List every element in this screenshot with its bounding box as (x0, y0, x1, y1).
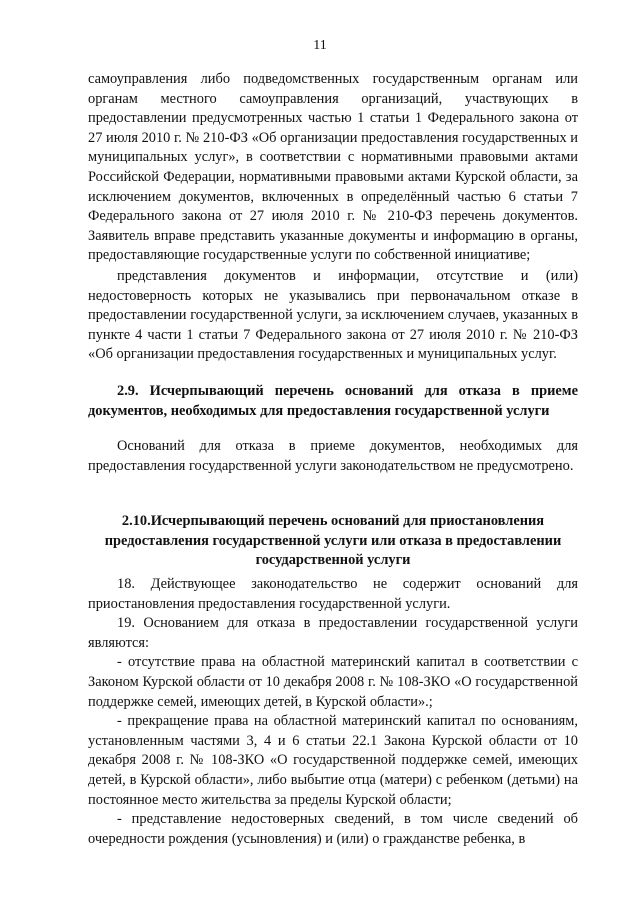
paragraph: Оснований для отказа в приеме документов, необходимых для предоставления государственной услуги законодательством не предусмотрено. (88, 438, 578, 474)
section-2-10-body (88, 575, 578, 849)
section-heading: 2.10.Исчерпывающий перечень оснований для приостановления предоставления государственной услуги или отказа в предоставлении государственной услуги (104, 513, 562, 569)
paragraph: самоуправления либо подведомственных государственным органам или органам местного самоуправления организаций, участвующих в предоставлении предусмотренных частью 1 статьи 1 Федерального закона от 27 июля 2010 г. № 210-ФЗ «Об организации предоставления государственных и муниципальных услуг», в соответствии с нормативными правовыми актами Российской Федерации, нормативными правовыми актами Курской области, за исключением документов, включенных в определённый частью 6 статьи 7 Федерального закона от 27 июля 2010 г. № 210-ФЗ перечень документов. Заявитель вправе представить указанные документы и информацию в органы, предоставляющие государственные услуги по собственной инициативе; (88, 71, 578, 264)
paragraph: представления документов и информации, отсутствие и (или) недостоверность которых не указывались при первоначальном отказе в предоставлении государственной услуги, за исключением случаев, указанных в пункте 4 части 1 статьи 7 Федерального закона от 27 июля 2010 г. № 210-ФЗ «Об организации предоставления государственных и муниципальных услуг. (88, 268, 578, 363)
section-2-9 (88, 382, 578, 421)
section-2-9-body (88, 437, 578, 476)
section-heading: 2.9. Исчерпывающий перечень оснований для отказа в приеме документов, необходимых для предоставления государственной услуги (88, 383, 578, 419)
continuation-paragraph (88, 70, 578, 266)
paragraph-block (88, 267, 578, 365)
page-number: 11 (313, 38, 327, 53)
section-2-10 (88, 512, 578, 571)
paragraph-18: 18. Действующее законодательство не содержит оснований для приостановления предоставления государственной услуги. (88, 576, 578, 612)
list-item: - представление недостоверных сведений, в том числе сведений об очередности рождения (усыновления) и (или) о гражданстве ребенка, в (88, 811, 578, 847)
paragraph-19: 19. Основанием для отказа в предоставлении государственной услуги являются: (88, 615, 578, 651)
list-item: - прекращение права на областной материнский капитал по основаниям, установленным частями 3, 4 и 6 статьи 22.1 Закона Курской области от 10 декабря 2008 г. № 108-ЗКО «О государственной поддержке семей, имеющих детей, в Курской области», либо выбытие отца (матери) с ребенком (детьми) на постоянное место жительства за пределы Курской области; (88, 713, 578, 808)
list-item: - отсутствие права на областной материнский капитал в соответствии с Законом Курской области от 10 декабря 2008 г. № 108-ЗКО «О государственной поддержке семей, имеющих детей, в Курской области».; (88, 654, 578, 710)
